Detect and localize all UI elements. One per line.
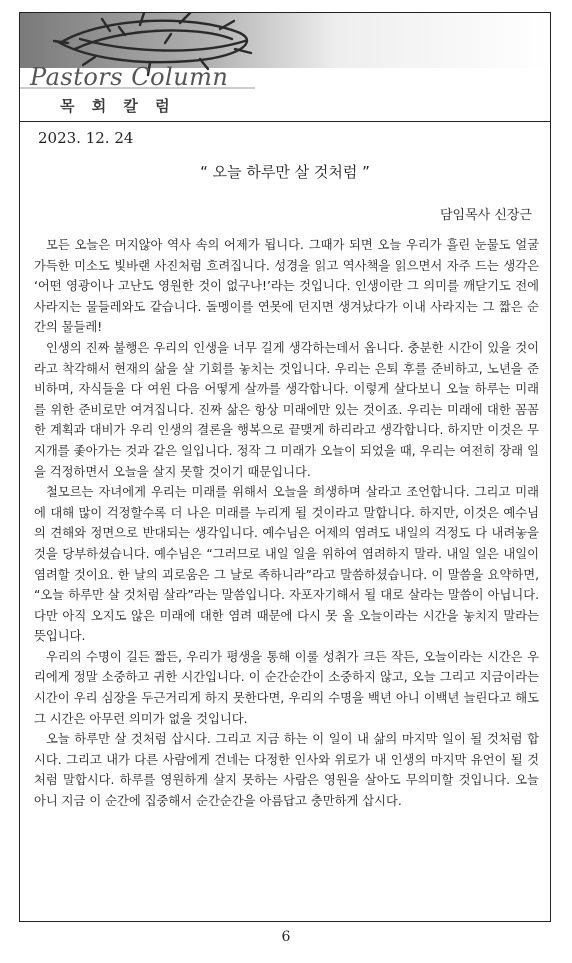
article-date: 2023. 12. 24	[38, 129, 134, 147]
page-number: 6	[281, 929, 291, 945]
article-title: “ 오늘 하루만 살 것처럼 ”	[200, 163, 370, 181]
article-paragraph: 인생의 진짜 불행은 우리의 인생을 너무 길게 생각하는데서 옵니다. 충분한 시간이 있을 것이라고 착각해서 현재의 삶을 살 기회를 놓치는 것입니다. 우리는 은퇴 후를 준비하고, 노년을 준비하며, 자식들을 다 여윈 다음 어떻게 살까를 생각합니다. 이렇게 살다보니 오늘 하루는 미래를 위한 준비로만 여겨집니다. 진짜 삶은 항상 미래에만 있는 것이죠. 우리는 미래에 대한 꼼꼼한 계획과 대비가 우리 인생의 결론을 행복으로 끝맺게 하리라고 생각합니다. 하지만 이것은 무지개를 좇아가는 것과 같은 일입니다. 정작 그 미래가 오늘이 되었을 때, 우리는 여전히 장래 일을 걱정하면서 오늘을 살지 못할 것이기 때문입니다.	[34, 340, 539, 479]
article-author: 담임목사 신장근	[439, 208, 532, 223]
column-frame	[19, 12, 551, 922]
article-paragraph: 우리의 수명이 길든 짧든, 우리가 평생을 통해 이룰 성취가 크든 작든, 오늘이라는 시간은 우리에게 정말 소중하고 귀한 시간입니다. 이 순간순간이 소중하지 않고, 오늘 그리고 지금이라는 시간이 우리 심장을 두근거리게 하지 못한다면, 우리의 수명을 백년 아니 이백년 늘린다고 해도 그 시간은 아무런 의미가 없을 것입니다.	[34, 649, 539, 726]
article-paragraph: 모든 오늘은 머지않아 역사 속의 어제가 됩니다. 그때가 되면 오늘 우리가 흘린 눈물도 얼굴 가득한 미소도 빛바랜 사진처럼 흐려집니다. 성경을 읽고 역사책을 읽으면서 자주 드는 생각은 ‘어떤 영광이나 고난도 영원한 것이 없구나!’라는 것입니다. 인생이란 그 의미를 깨닫기도 전에 사라지는 물들레와도 같습니다. 돌멩이를 연못에 던지면 생겨났다가 이내 사라지는 그 짧은 순간의 물들레!	[34, 238, 539, 335]
article-paragraph: 철모르는 자녀에게 우리는 미래를 위해서 오늘을 희생하며 살라고 조언합니다. 그리고 미래에 대해 많이 걱정할수록 더 나은 미래를 누리게 될 것이라고 말합니다. 하지만, 이것은 예수님의 견해와 정면으로 반대되는 생각입니다. 예수님은 어제의 염려도 내일의 걱정도 다 내려놓을 것을 당부하셨습니다. 예수님은 “그러므로 내일 일을 위하여 염려하지 말라. 내일 일은 내일이 염려할 것이요. 한 날의 괴로움은 그 날로 족하니라”라고 말씀하셨습니다. 이 말씀을 요약하면, “오늘 하루만 살 것처럼 살라”라는 말씀입니다. 자포자기해서 될 대로 살라는 말씀이 아닙니다. 다만 아직 오지도 않은 미래에 대한 염려 때문에 다시 못 올 오늘이라는 시간을 놓치지 말라는 뜻입니다.	[34, 485, 539, 644]
article-paragraph: 오늘 하루만 살 것처럼 삽시다. 그리고 지금 하는 이 일이 내 삶의 마지막 일이 될 것처럼 합시다. 그리고 내가 다른 사람에게 건네는 다정한 인사와 위로가 내 인생의 마지막 유언이 될 것처럼 말합시다. 하루를 영원하게 살지 못하는 사람은 영원을 살아도 무의미할 것입니다. 오늘 아니 지금 이 순간에 집중해서 순간순간을 아름답고 충만하게 삽시다.	[34, 732, 539, 809]
column-brand-title: Pastors Column	[30, 63, 229, 91]
column-header	[20, 13, 550, 122]
column-brand-subtitle: 목 회 칼 럼	[60, 97, 176, 115]
article-body	[34, 235, 539, 812]
